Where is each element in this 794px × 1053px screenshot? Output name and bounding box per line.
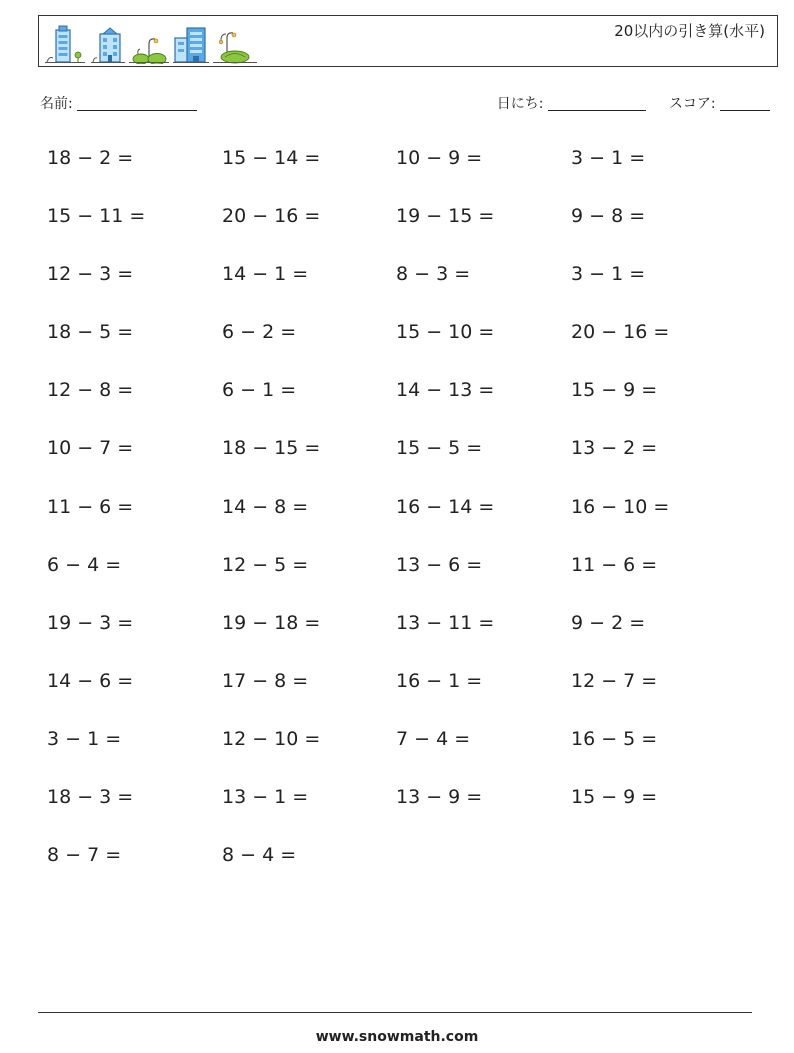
problem-item: 14 − 1 =	[222, 263, 309, 286]
problem-item: 12 − 7 =	[571, 669, 658, 692]
problem-item: 13 − 1 =	[222, 786, 309, 809]
problem-item: 14 − 13 =	[396, 379, 495, 402]
date-label: 日にち:	[496, 96, 544, 112]
problem-item: 16 − 10 =	[571, 495, 670, 518]
problem-item: 3 − 1 =	[571, 263, 646, 286]
problem-row	[47, 612, 747, 670]
score-blank[interactable]	[720, 96, 770, 111]
problem-item: 18 − 2 =	[47, 147, 134, 169]
footer-divider	[38, 1012, 752, 1013]
problem-item: 11 − 6 =	[571, 553, 658, 576]
problem-row	[47, 263, 747, 321]
problem-row	[47, 321, 747, 379]
problem-item: 15 − 5 =	[396, 437, 483, 460]
problem-item: 16 − 5 =	[571, 727, 658, 750]
street-lamp-icon	[213, 24, 257, 64]
problem-row	[47, 728, 747, 786]
problem-item: 20 − 16 =	[222, 205, 321, 228]
problem-item: 8 − 4 =	[222, 844, 297, 867]
problem-item: 12 − 8 =	[47, 379, 134, 402]
problem-item: 7 − 4 =	[396, 727, 471, 750]
problem-item: 13 − 2 =	[571, 437, 658, 460]
problem-item: 10 − 9 =	[396, 147, 483, 169]
problem-item: 13 − 6 =	[396, 553, 483, 576]
problem-item: 12 − 10 =	[222, 727, 321, 750]
problem-item: 11 − 6 =	[47, 495, 134, 518]
name-field	[40, 93, 197, 113]
problem-item: 3 − 1 =	[571, 147, 646, 169]
problem-item: 14 − 6 =	[47, 669, 134, 692]
problem-row	[47, 554, 747, 612]
footer-url: www.snowmath.com	[315, 1029, 479, 1045]
problem-row	[47, 379, 747, 437]
street-lamp-icon	[129, 24, 169, 64]
problem-item: 18 − 15 =	[222, 437, 321, 460]
problem-item: 18 − 5 =	[47, 321, 134, 344]
problem-item: 6 − 2 =	[222, 321, 297, 344]
problem-item: 9 − 8 =	[571, 205, 646, 228]
score-label: スコア:	[668, 96, 716, 112]
building-icon	[171, 24, 211, 64]
problem-item: 8 − 3 =	[396, 263, 471, 286]
problem-item: 6 − 4 =	[47, 553, 122, 576]
problem-item: 18 − 3 =	[47, 786, 134, 809]
problem-item: 15 − 10 =	[396, 321, 495, 344]
problem-item: 19 − 15 =	[396, 205, 495, 228]
problem-row	[47, 147, 747, 205]
problem-item: 15 − 14 =	[222, 147, 321, 169]
problem-item: 19 − 18 =	[222, 611, 321, 634]
building-icon	[45, 24, 85, 64]
problem-row	[47, 205, 747, 263]
problem-row	[47, 844, 747, 902]
problem-item: 16 − 14 =	[396, 495, 495, 518]
problem-row	[47, 670, 747, 728]
problem-item: 15 − 9 =	[571, 379, 658, 402]
problem-item: 16 − 1 =	[396, 669, 483, 692]
problem-item: 17 − 8 =	[222, 669, 309, 692]
problem-item: 8 − 7 =	[47, 844, 122, 867]
name-label: 名前:	[40, 96, 73, 112]
name-blank[interactable]	[77, 96, 197, 111]
problem-item: 6 − 1 =	[222, 379, 297, 402]
problem-item: 19 − 3 =	[47, 611, 134, 634]
problem-item: 13 − 11 =	[396, 611, 495, 634]
problem-item: 12 − 5 =	[222, 553, 309, 576]
worksheet-header	[38, 15, 778, 67]
problem-item: 15 − 9 =	[571, 786, 658, 809]
problem-item: 12 − 3 =	[47, 263, 134, 286]
problem-row	[47, 437, 747, 495]
problem-item: 15 − 11 =	[47, 205, 146, 228]
problem-item: 10 − 7 =	[47, 437, 134, 460]
problem-item: 13 − 9 =	[396, 786, 483, 809]
problem-row	[47, 496, 747, 554]
building-icon	[87, 24, 127, 64]
problem-row	[47, 786, 747, 844]
problem-item: 14 − 8 =	[222, 495, 309, 518]
problem-item: 9 − 2 =	[571, 611, 646, 634]
problem-item: 3 − 1 =	[47, 727, 122, 750]
date-score-fields	[497, 93, 770, 113]
date-blank[interactable]	[548, 96, 646, 111]
problem-grid	[47, 147, 747, 902]
header-illustrations	[45, 20, 257, 64]
problem-item: 20 − 16 =	[571, 321, 670, 344]
worksheet-title: 20以内の引き算(水平)	[614, 22, 765, 40]
